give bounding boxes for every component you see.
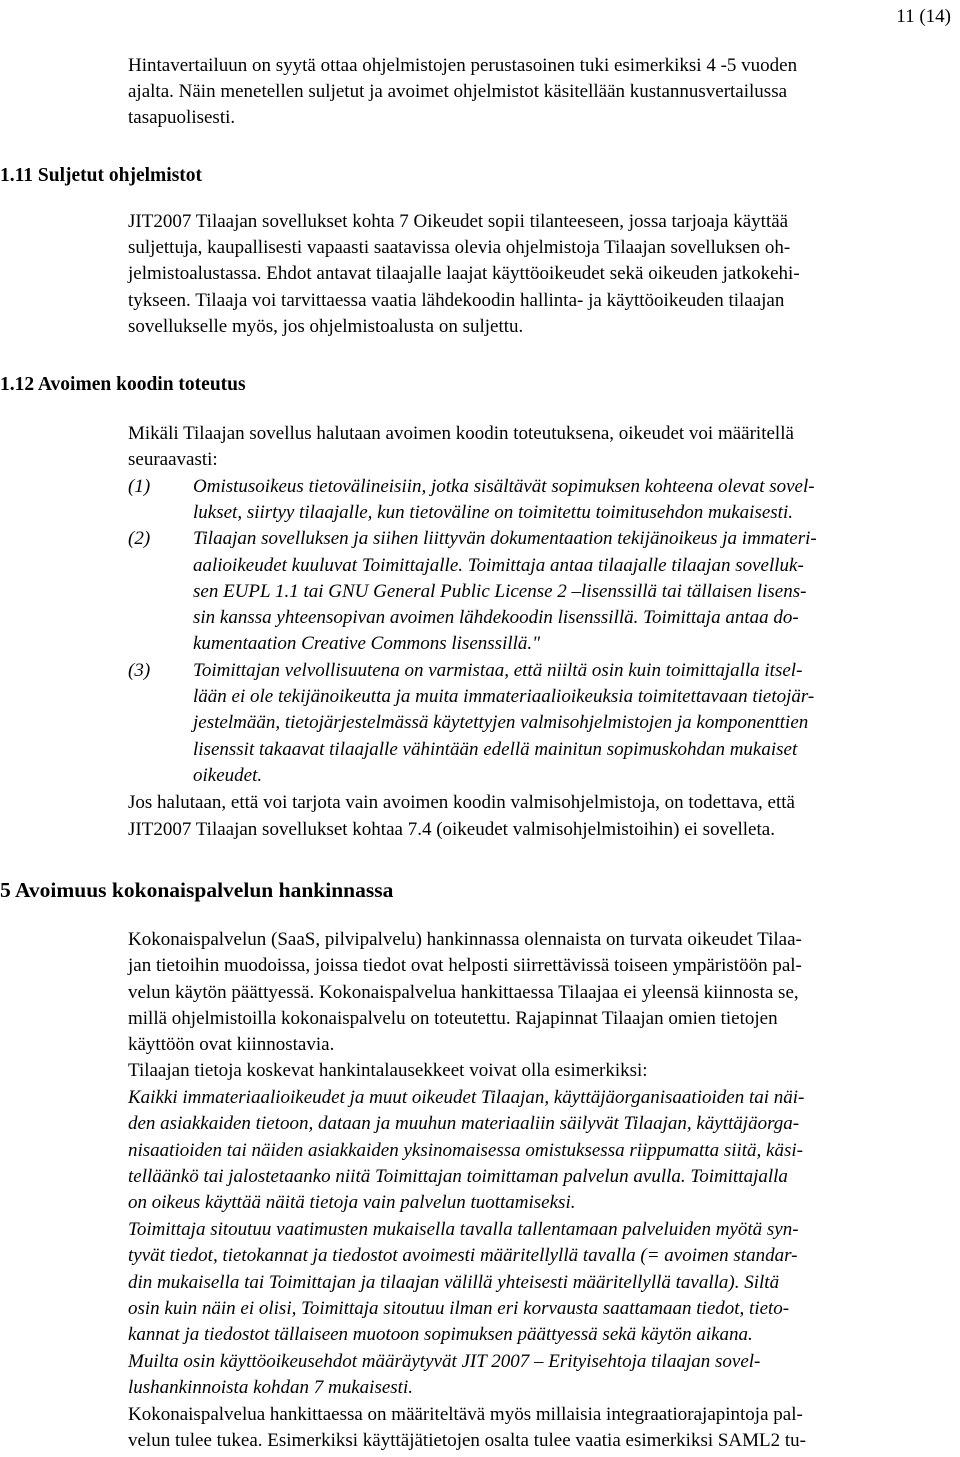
text-line: din mukaisella tai Toimittajan ja tilaajan välillä yhteisesti määritellyllä tavalla). Siltä xyxy=(128,1272,780,1293)
text-line: kannat ja tiedostot tällaiseen muotoon sopimuksen päättyessä sekä käytön aikana. xyxy=(128,1324,753,1345)
text-line: ajalta. Näin menetellen suljetut ja avoimet ohjelmistot käsitellään kustannusvertailussa xyxy=(128,81,788,102)
chapter-heading-5: 5 Avoimuus kokonaispalvelun hankinnassa xyxy=(0,878,394,902)
text-line: kumentaation Creative Commons lisenssillä." xyxy=(193,633,541,654)
text-line: Toimittaja sitoutuu vaatimusten mukaisella tavalla tallentamaan palveluiden myötä syn- xyxy=(128,1219,799,1240)
text-line: telläänkö tai jalostetaanko niitä Toimittajan toimittaman palvelun avulla. Toimittajalla xyxy=(128,1166,788,1187)
text-line: sen EUPL 1.1 tai GNU General Public License 2 –lisenssillä tai tällaisen lisens- xyxy=(193,581,807,602)
text-line: lisenssit takaavat tilaajalle vähintään edellä mainitun sopimuskohdan mukaiset xyxy=(193,739,798,760)
text-line: Toimittajan velvollisuutena on varmistaa, että niiltä osin kuin toimittajalla itsel- xyxy=(193,660,803,681)
text-line: käyttöön ovat kiinnostavia. xyxy=(128,1034,335,1055)
text-line: Kokonaispalvelua hankittaessa on määriteltävä myös millaisia integraatiorajapintoja pal- xyxy=(128,1404,803,1425)
text-line: nisaatioiden tai näiden asiakkaiden yksinomaisessa omistuksessa riippumatta siitä, käsi- xyxy=(128,1140,803,1161)
chapter-5-paragraph-2: Tilaajan tietoja koskevat hankintalausekkeet voivat olla esimerkiksi: xyxy=(128,1060,648,1081)
section-heading-1-12: 1.12 Avoimen koodin toteutus xyxy=(0,374,246,395)
text-line: den asiakkaiden tietoon, dataan ja muuhun materiaaliin säilyvät Tilaajan, käyttäjäorga- xyxy=(128,1113,800,1134)
text-line: Hintavertailuun on syytä ottaa ohjelmistojen perustasoinen tuki esimerkiksi 4 -5 vuoden xyxy=(128,55,798,76)
text-line: sin kanssa yhteensopivan avoimen lähdekoodin lisenssillä. Toimittaja antaa do- xyxy=(193,607,799,628)
text-line: lushankinnoista kohdan 7 mukaisesti. xyxy=(128,1377,413,1398)
text-line: tyvät tiedot, tietokannat ja tiedostot avoimesti määritellyllä tavalla (= avoimen standar- xyxy=(128,1245,798,1266)
text-line: Tilaajan sovelluksen ja siihen liittyvän dokumentaation tekijänoikeus ja immateri- xyxy=(193,528,817,549)
text-line: seuraavasti: xyxy=(128,449,218,470)
text-line: Omistusoikeus tietovälineisiin, jotka sisältävät sopimuksen kohteena olevat sovel- xyxy=(193,476,815,497)
text-line: jan tietoihin muodoissa, joissa tiedot ovat helposti siirrettävissä toiseen ympäristöön pal- xyxy=(128,955,802,976)
text-line: velun tulee tukea. Esimerkiksi käyttäjätietojen osalta tulee vaatia esimerkiksi SAML2 tu- xyxy=(128,1430,807,1451)
list-number: (1) xyxy=(128,476,151,497)
text-line: tasapuolisesti. xyxy=(128,107,236,128)
text-line: Muilta osin käyttöoikeusehdot määräytyvät JIT 2007 – Erityisehtoja tilaajan sovel- xyxy=(128,1351,761,1372)
text-line: Kaikki immateriaalioikeudet ja muut oikeudet Tilaajan, käyttäjäorganisaatioiden tai näi- xyxy=(128,1087,805,1108)
text-line: JIT2007 Tilaajan sovellukset kohtaa 7.4 (oikeudet valmisohjelmistoihin) ei sovelleta. xyxy=(128,819,775,840)
page-number: 11 (14) xyxy=(896,6,951,27)
list-number: (2) xyxy=(128,528,151,549)
text-line: velun käytön päättyessä. Kokonaispalvelua hankittaessa Tilaajaa ei yleensä kiinnosta se, xyxy=(128,982,799,1003)
text-line: suljettuja, kaupallisesti vapaasti saatavissa olevia ohjelmistoja Tilaajan sovelluksen oh- xyxy=(128,237,791,258)
text-line: Mikäli Tilaajan sovellus halutaan avoimen koodin toteutuksena, oikeudet voi määritellä xyxy=(128,423,794,444)
text-line: Kokonaispalvelun (SaaS, pilvipalvelu) hankinnassa olennaista on turvata oikeudet Tilaa- xyxy=(128,929,802,950)
text-line: oikeudet. xyxy=(193,765,263,786)
text-line: on oikeus käyttää näitä tietoja vain palvelun tuottamiseksi. xyxy=(128,1192,576,1213)
text-line: tykseen. Tilaaja voi tarvittaessa vaatia lähdekoodin hallinta- ja käyttöoikeuden tilaajan xyxy=(128,290,785,311)
text-line: Jos halutaan, että voi tarjota vain avoimen koodin valmisohjelmistoja, on todettava, että xyxy=(128,792,795,813)
text-line: aalioikeudet kuuluvat Toimittajalle. Toimittaja antaa tilaajalle tilaajan sovelluk- xyxy=(193,555,804,576)
text-line: JIT2007 Tilaajan sovellukset kohta 7 Oikeudet sopii tilanteeseen, jossa tarjoaja käyttää xyxy=(128,211,789,232)
section-heading-1-11: 1.11 Suljetut ohjelmistot xyxy=(0,165,203,186)
text-line: jelmistoalustassa. Ehdot antavat tilaajalle laajat käyttöoikeudet sekä oikeuden jatkokehi- xyxy=(128,263,800,284)
text-line: osin kuin näin ei olisi, Toimittaja sitoutuu ilman eri korvausta saattamaan tiedot, tieto- xyxy=(128,1298,790,1319)
text-line: lukset, siirtyy tilaajalle, kun tietoväline on toimitettu toimitusehdon mukaisesti. xyxy=(193,502,793,523)
text-line: millä ohjelmistoilla kokonaispalvelu on toteutettu. Rajapinnat Tilaajan omien tietojen xyxy=(128,1008,778,1029)
text-line: lään ei ole tekijänoikeutta ja muita immateriaalioikeuksia toimitettavaan tietojär- xyxy=(193,686,815,707)
list-number: (3) xyxy=(128,660,151,681)
text-line: sovellukselle myös, jos ohjelmistoalusta on suljettu. xyxy=(128,316,524,337)
text-line: jestelmään, tietojärjestelmässä käytettyjen valmisohjelmistojen ja komponenttien xyxy=(193,712,809,733)
